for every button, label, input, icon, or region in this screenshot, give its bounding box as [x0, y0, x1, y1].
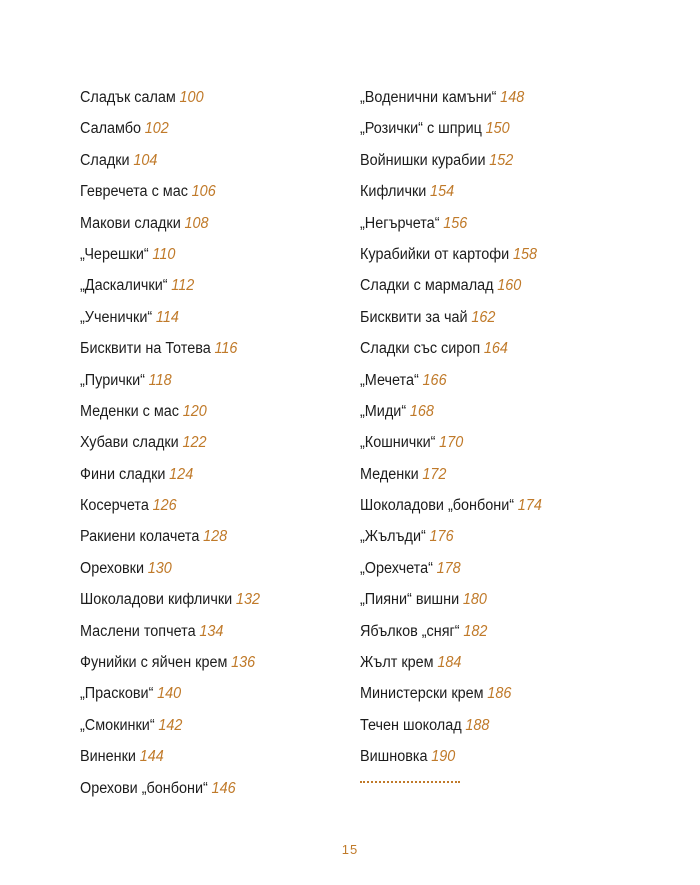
toc-entry-title: Бисквити за чай — [360, 308, 468, 326]
toc-entry-title: Ореховки — [80, 559, 145, 577]
toc-entry-page: 182 — [463, 622, 488, 640]
toc-entry-page: 158 — [512, 245, 538, 263]
toc-entry — [360, 745, 542, 776]
toc-entry-title: Орехови „бонбони“ — [80, 779, 208, 797]
toc-entry — [80, 337, 260, 368]
toc-entry — [80, 463, 260, 494]
toc-entry-title: Сладки — [80, 151, 130, 169]
toc-entry-title: Сладки със сироп — [360, 340, 481, 358]
toc-entry-title: Министерски крем — [360, 685, 484, 703]
toc-entry — [360, 714, 542, 745]
toc-entry — [80, 431, 260, 462]
toc-entry-page: 150 — [485, 120, 510, 138]
toc-entry-page: 118 — [148, 371, 172, 389]
toc-entry-title: Шоколадови „бонбони“ — [360, 497, 515, 515]
toc-entry-page: 188 — [465, 716, 490, 734]
toc-entry-title: „Пурички“ — [80, 371, 145, 389]
toc-entry-page: 154 — [430, 183, 455, 201]
toc-entry — [360, 212, 542, 243]
toc-entry-page: 190 — [431, 748, 456, 766]
toc-entry-title: Вишновка — [360, 748, 428, 766]
toc-entry-title: Фунийки с яйчен крем — [80, 654, 228, 672]
toc-entry-page: 180 — [462, 591, 487, 609]
toc-entry-page: 152 — [489, 151, 514, 169]
toc-entry-title: „Пияни“ вишни — [360, 591, 460, 609]
toc-entry — [360, 651, 542, 682]
toc-entry — [360, 369, 542, 400]
toc-entry-page: 172 — [422, 465, 447, 483]
toc-entry-title: Шоколадови кифлички — [80, 591, 233, 609]
toc-entry-title: „Черешки“ — [80, 245, 149, 263]
toc-entry-title: Саламбо — [80, 120, 142, 138]
toc-entry-page: 178 — [436, 559, 461, 577]
toc-entry-title: Кифлички — [360, 183, 427, 201]
toc-entry-title: Гевречета с мас — [80, 183, 188, 201]
toc-entry-page: 100 — [179, 89, 204, 106]
toc-entry-title: „Миди“ — [360, 402, 407, 420]
toc-entry — [360, 463, 542, 494]
toc-entry-title: „Розички“ с шприц — [360, 120, 482, 138]
toc-entry-page: 128 — [203, 528, 228, 546]
toc-entry — [360, 337, 542, 368]
toc-entry — [360, 243, 542, 274]
toc-entry-page: 102 — [144, 120, 169, 138]
toc-entry-page: 144 — [139, 748, 164, 766]
toc-entry-page: 142 — [158, 716, 183, 734]
toc-column-right — [360, 86, 556, 795]
toc-entry-title: Косерчета — [80, 497, 149, 515]
toc-entry — [360, 525, 542, 556]
toc-entry-page: 176 — [429, 528, 454, 546]
toc-entry — [360, 306, 542, 337]
toc-entry — [80, 180, 260, 211]
toc-entry-page: 148 — [500, 89, 525, 106]
toc-entry — [80, 557, 260, 588]
toc-entry — [80, 306, 260, 337]
toc-entry — [80, 400, 260, 431]
toc-entry-page: 168 — [409, 402, 434, 420]
toc-entry — [80, 274, 260, 305]
toc-entry-page: 110 — [152, 245, 176, 263]
toc-entry — [360, 180, 542, 211]
toc-entry — [360, 494, 542, 525]
toc-entry-page: 114 — [155, 308, 179, 326]
toc-entry — [80, 588, 260, 619]
toc-entry-title: Меденки — [360, 465, 419, 483]
toc-entry-page: 146 — [211, 779, 236, 797]
toc-entry-page: 164 — [483, 340, 508, 358]
toc-entry — [360, 557, 542, 588]
toc-entry — [80, 243, 260, 274]
toc-entry — [80, 494, 260, 525]
toc-entry-title: „Орехчета“ — [360, 559, 433, 577]
toc-entry-title: „Ученички“ — [80, 308, 153, 326]
toc-entry-title: „Негърчета“ — [360, 214, 440, 232]
toc-entry-title: Виненки — [80, 748, 136, 766]
toc-entry-title: Ракиени колачета — [80, 528, 200, 546]
toc-entry-page: 136 — [231, 654, 256, 672]
toc-entry-title: Хубави сладки — [80, 434, 179, 452]
toc-entry — [80, 149, 260, 180]
toc-entry-title: „Кошнички“ — [360, 434, 436, 452]
toc-entry-page: 112 — [171, 277, 195, 295]
toc-entry — [360, 149, 542, 180]
toc-entry-title: „Даскалички“ — [80, 277, 168, 295]
toc-entry-page: 166 — [422, 371, 447, 389]
toc-entry-page: 174 — [517, 497, 542, 515]
toc-entry — [80, 682, 260, 713]
toc-entry — [360, 400, 542, 431]
toc-entry-page: 134 — [199, 622, 224, 640]
toc-entry-page: 116 — [214, 340, 238, 358]
toc-entry-page: 106 — [191, 183, 216, 201]
toc-entry — [80, 620, 260, 651]
toc-entry — [80, 651, 260, 682]
toc-entry — [360, 86, 542, 117]
toc-entry-page: 130 — [147, 559, 172, 577]
toc-entry-page: 122 — [182, 434, 207, 452]
toc-entry — [80, 212, 260, 243]
toc-entry-title: Ябълков „сняг“ — [360, 622, 460, 640]
toc-entry-page: 104 — [133, 151, 158, 169]
toc-entry-page: 186 — [487, 685, 512, 703]
toc-entry-title: Войнишки курабии — [360, 151, 486, 169]
toc-entry-title: „Воденични камъни“ — [360, 89, 497, 106]
toc-entry-title: Жълт крем — [360, 654, 434, 672]
toc-entry-title: Маслени топчета — [80, 622, 196, 640]
toc-entry-title: „Жълъди“ — [360, 528, 426, 546]
toc-entry-title: Бисквити на Тотева — [80, 340, 211, 358]
toc-entry-title: „Мечета“ — [360, 371, 419, 389]
toc-entry-page: 132 — [235, 591, 260, 609]
toc-entry — [360, 588, 542, 619]
toc-entry — [80, 525, 260, 556]
toc-entry — [360, 682, 542, 713]
toc-entry-page: 108 — [184, 214, 209, 232]
toc-entry — [360, 117, 542, 148]
toc-entry-title: Сладки с мармалад — [360, 277, 494, 295]
toc-entry — [360, 274, 542, 305]
toc-entry — [80, 369, 260, 400]
toc-entry — [80, 777, 260, 808]
toc-entry-page: 160 — [497, 277, 522, 295]
toc-entry-page: 156 — [443, 214, 468, 232]
toc-entry-title: „Смокинки“ — [80, 716, 155, 734]
toc-entry-page: 140 — [157, 685, 182, 703]
toc-entry-page: 126 — [152, 497, 177, 515]
toc-entry — [360, 620, 542, 651]
page-number: 15 — [341, 842, 359, 857]
toc-entry-title: Макови сладки — [80, 214, 181, 232]
toc-entry-title: Фини сладки — [80, 465, 166, 483]
toc-entry — [80, 745, 260, 776]
toc-entry-title: „Праскови“ — [80, 685, 154, 703]
toc-entry — [360, 431, 542, 462]
dotted-separator — [360, 781, 460, 795]
toc-entry-title: Меденки с мас — [80, 402, 179, 420]
toc-entry — [80, 86, 260, 117]
toc-column-left — [80, 86, 274, 808]
toc-entry-page: 124 — [169, 465, 194, 483]
toc-entry — [80, 117, 260, 148]
toc-entry-page: 120 — [182, 402, 207, 420]
toc-entry-title: Курабийки от картофи — [360, 245, 510, 263]
toc-entry-title: Течен шоколад — [360, 716, 462, 734]
toc-entry-page: 184 — [437, 654, 462, 672]
toc-entry-page: 162 — [471, 308, 496, 326]
toc-entry — [80, 714, 260, 745]
toc-entry-page: 170 — [439, 434, 464, 452]
toc-entry-title: Сладък салам — [80, 89, 176, 106]
